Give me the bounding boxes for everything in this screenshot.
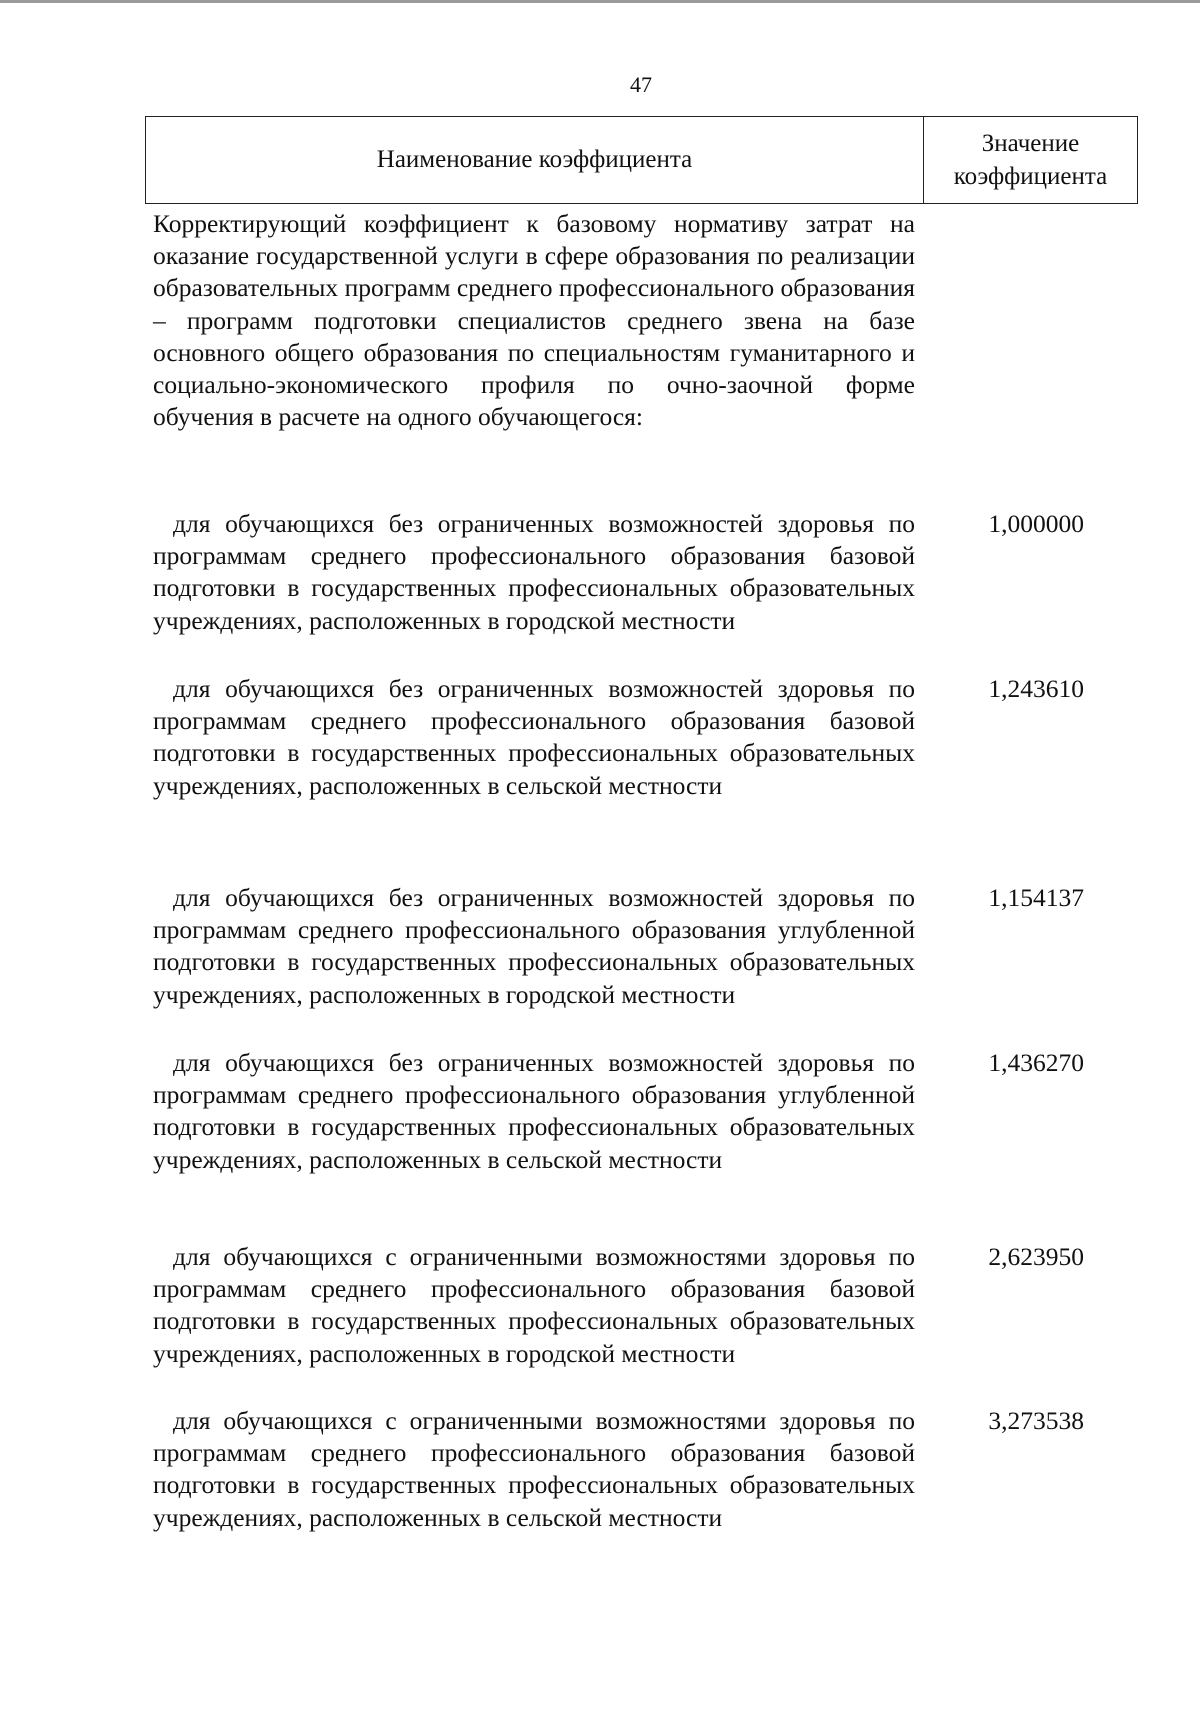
row-value: 1,000000 [988, 509, 1084, 538]
table-header [145, 116, 1138, 204]
row-description: для обучающихся с ограниченными возможностями здоровья по программам среднего профессионального образования базовой подготовки в государственных профессиональных образовательных учреждениях, расположенных в сельской местности [153, 1406, 915, 1532]
table-row [153, 508, 1138, 637]
row-description: для обучающихся с ограниченными возможностями здоровья по программам среднего профессионального образования базовой подготовки в государственных профессиональных образовательных учреждениях, расположенных в городской местности [153, 1242, 915, 1368]
row-description: для обучающихся без ограниченных возможностей здоровья по программам среднего профессионального образования углубленной подготовки в государственных профессиональных образовательных учреждениях, расположенных в сельской местности [153, 1048, 915, 1174]
table-row [153, 1047, 1138, 1176]
row-value: 1,154137 [988, 883, 1084, 912]
row-value: 1,436270 [988, 1048, 1084, 1077]
table-row [153, 673, 1138, 802]
table-row [153, 882, 1138, 1011]
header-name-column: Наименование коэффициента [146, 117, 924, 203]
row-value: 1,243610 [988, 674, 1084, 703]
row-description: для обучающихся без ограниченных возможностей здоровья по программам среднего профессионального образования углубленной подготовки в государственных профессиональных образовательных учреждениях, расположенных в городской местности [153, 883, 915, 1009]
header-value-column: Значение коэффициента [953, 130, 1108, 190]
row-value: 2,623950 [988, 1242, 1084, 1271]
table-row [153, 1241, 1138, 1370]
page-number: 47 [630, 72, 652, 97]
row-description: для обучающихся без ограниченных возможностей здоровья по программам среднего профессионального образования базовой подготовки в государственных профессиональных образовательных учреждениях, расположенных в городской местности [153, 509, 915, 635]
row-description: для обучающихся без ограниченных возможностей здоровья по программам среднего профессионального образования базовой подготовки в государственных профессиональных образовательных учреждениях, расположенных в сельской местности [153, 674, 915, 800]
scan-edge-line [0, 0, 1200, 3]
coefficient-description: Корректирующий коэффициент к базовому нормативу затрат на оказание государственной услуги в сфере образования по реализации образовательных программ среднего профессионального образования – программ подготовки специалистов среднего звена на базе основного общего образования по специальностям гуманитарного и социально-экономического профиля по очно-заочной форме обучения в расчете на одного обучающегося: [153, 209, 915, 432]
row-value: 3,273538 [988, 1406, 1084, 1435]
table-row [153, 1405, 1138, 1534]
